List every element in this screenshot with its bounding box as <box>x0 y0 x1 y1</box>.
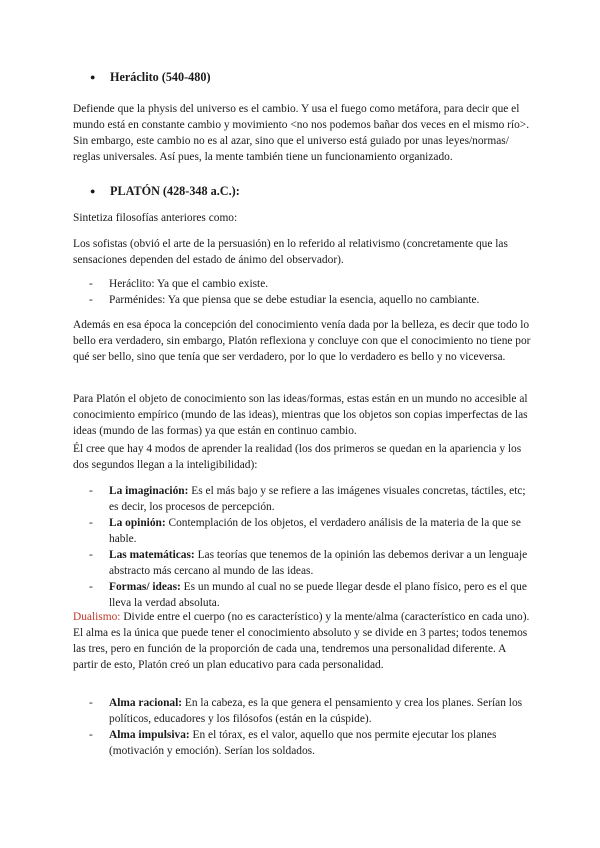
heraclito-paragraph: Defiende que la physis del universo es el cambio. Y usa el fuego como metáfora, para decir que el mundo está en constante cambio y movimiento <no nos podemos bañar dos veces en el mismo río>. Sin embargo, este cambio no es al azar, sino que el universo está guiado por unas leyes/normas/ reglas universales. Así pues, la mente también tiene un funcionamiento organizado. <box>73 103 530 163</box>
heraclito-heading <box>90 69 548 85</box>
modo-term: Formas/ ideas: <box>109 581 181 593</box>
influences-list <box>73 276 531 308</box>
alma-text: En la cabeza, es la que genera el pensamiento y crea los planes. Serían los políticos, educadores y los filósofos (están en la cúspide). <box>109 697 523 725</box>
belleza-paragraph: Además en esa época la concepción del conocimiento venía dada por la belleza, es decir que todo lo bello era verdadero, sin embargo, Platón reflexiona y concluye con que el conocimiento no tiene por qué ser bello, sino que tenía que ser verdadero, por lo que lo verdadero es bello y no viceversa. <box>73 319 531 363</box>
list-item <box>73 515 531 547</box>
list-item <box>73 727 531 759</box>
modo-term: Las matemáticas: <box>109 549 195 561</box>
dash-icon: - <box>89 549 93 561</box>
dash-icon: - <box>89 517 93 529</box>
dash-icon: - <box>89 278 93 290</box>
modo-text: Es el más bajo y se refiere a las imágenes visuales concretas, táctiles, etc; es decir, los procesos de percepción. <box>109 485 526 513</box>
modo-text: Contemplación de los objetos, el verdadero análisis de la materia de la que se hable. <box>109 517 521 545</box>
bullet-icon: ● <box>90 72 96 82</box>
list-item <box>73 547 531 579</box>
list-item-text: Parménides: Ya que piensa que se debe estudiar la esencia, aquello no cambiante. <box>109 294 480 306</box>
dualismo-text: Divide entre el cuerpo (no es característico) y la mente/alma (característico en cada uno). El alma es la única que puede tener el conocimiento absoluto y se divide en 3 partes; todos tenemos las tres, pero en función de la proporción de cada una, tendremos una personalidad diferente. A partir de esto, Platón creó un plan educativo para cada personalidad. <box>73 611 530 671</box>
modos-intro: Él cree que hay 4 modos de aprender la realidad (los dos primeros se quedan en la apariencia y los dos segundos llegan a la inteligibilidad): <box>73 443 522 471</box>
alma-term: Alma impulsiva: <box>109 729 190 741</box>
ideas-paragraph: Para Platón el objeto de conocimiento son las ideas/formas, estas están en un mundo no accesible al conocimiento empírico (mundo de las ideas), mientras que los objetos son copias imperfectas de las ideas (mundo de las formas) ya que están en continuo cambio. <box>73 393 528 437</box>
list-item <box>73 276 531 292</box>
platon-heading-text: PLATÓN (428-348 a.C.): <box>110 184 240 198</box>
modo-term: La opinión: <box>109 517 166 529</box>
dash-icon: - <box>89 729 93 741</box>
dualismo-term: Dualismo: <box>73 611 121 623</box>
dash-icon: - <box>89 294 93 306</box>
dash-icon: - <box>89 697 93 709</box>
list-item <box>73 483 531 515</box>
platon-heading <box>90 183 548 199</box>
modo-text: Es un mundo al cual no se puede llegar desde el plano físico, pero es el que lleva la verdad absoluta. <box>109 581 527 609</box>
modos-list <box>73 483 531 611</box>
list-item <box>73 579 531 611</box>
list-item <box>73 695 531 727</box>
dash-icon: - <box>89 581 93 593</box>
list-item-text: Heráclito: Ya que el cambio existe. <box>109 278 269 290</box>
dash-icon: - <box>89 485 93 497</box>
synthesis-intro: Sintetiza filosofías anteriores como: <box>73 212 238 224</box>
dualismo-paragraph <box>73 609 531 673</box>
modo-text: Las teorías que tenemos de la opinión las debemos derivar a un lenguaje abstracto más cercano al mundo de las ideas. <box>109 549 528 577</box>
alma-term: Alma racional: <box>109 697 183 709</box>
list-item <box>73 292 531 308</box>
modo-term: La imaginación: <box>109 485 189 497</box>
sofistas-paragraph: Los sofistas (obvió el arte de la persuasión) en lo referido al relativismo (concretamente que las sensaciones dependen del estado de ánimo del observador). <box>73 238 508 266</box>
almas-list <box>73 695 531 759</box>
alma-text: En el tórax, es el valor, aquello que nos permite ejecutar los planes (motivación y emoción). Serían los soldados. <box>109 729 497 757</box>
bullet-icon: ● <box>90 186 96 196</box>
heraclito-heading-text: Heráclito (540-480) <box>110 70 211 84</box>
